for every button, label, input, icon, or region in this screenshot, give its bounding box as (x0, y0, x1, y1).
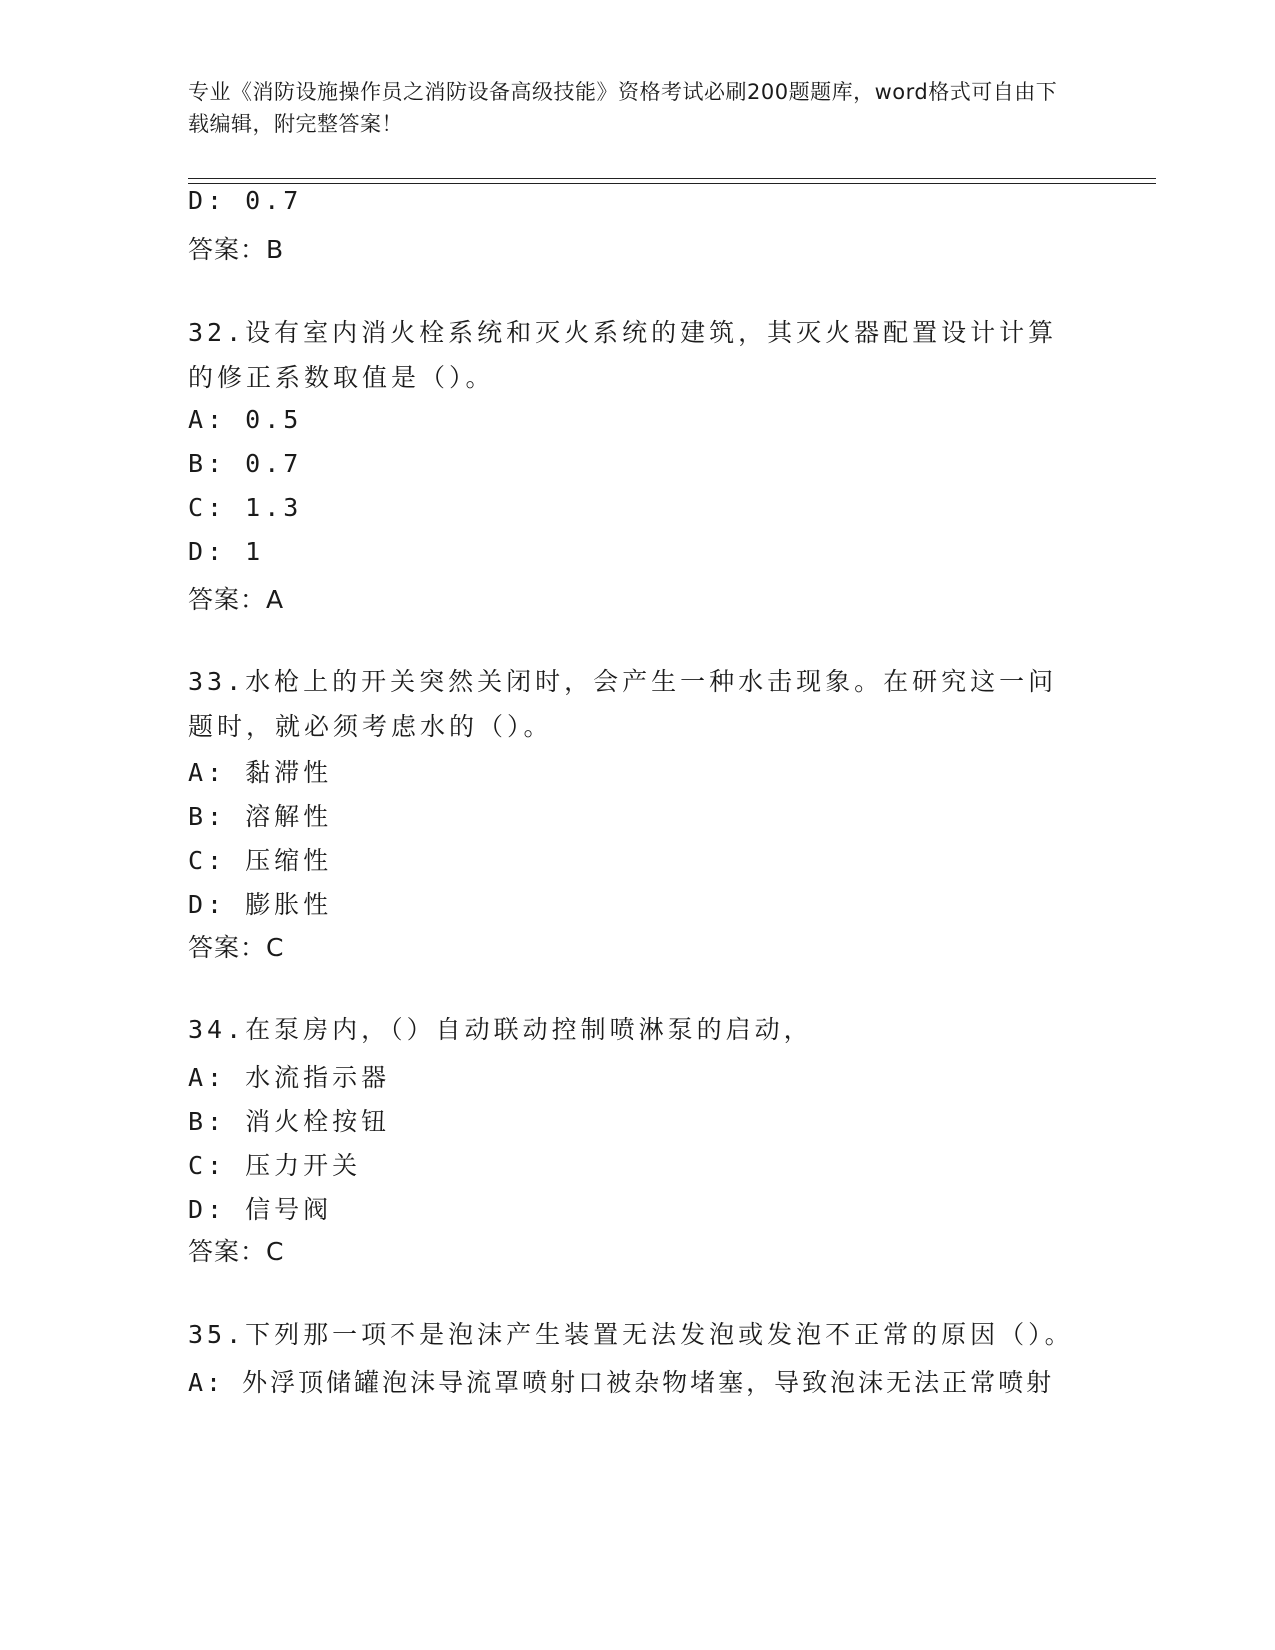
prev-option-d: D: 0.7 (188, 186, 303, 215)
question-32-answer: 答案：A (188, 585, 285, 614)
question-34-option-a: A: 水流指示器 (188, 1063, 391, 1092)
question-32-option-a: A: 0.5 (188, 405, 303, 434)
question-33-option-b: B: 溶解性 (188, 802, 333, 831)
question-34-option-d: D: 信号阀 (188, 1195, 333, 1224)
question-33-option-a: A: 黏滞性 (188, 758, 333, 787)
question-34-option-c: C: 压力开关 (188, 1151, 362, 1180)
question-32-option-d: D: 1 (188, 537, 265, 566)
question-33-option-c: C: 压缩性 (188, 846, 333, 875)
header-divider-second (188, 183, 1156, 184)
prev-answer: 答案：B (188, 235, 285, 264)
question-35-stem: 35.下列那一项不是泡沫产生装置无法发泡或发泡不正常的原因（）。 (188, 1320, 1074, 1349)
document-header: 专业《消防设施操作员之消防设备高级技能》资格考试必刷200题题库，word格式可自由下载编辑，附完整答案！ (188, 80, 1058, 136)
question-32-stem: 32.设有室内消火栓系统和灭火系统的建筑，其灭火器配置设计计算的修正系数取值是（）。 (188, 318, 1058, 392)
question-32-option-c: C: 1.3 (188, 493, 303, 522)
question-32-option-b: B: 0.7 (188, 449, 303, 478)
header-divider (188, 178, 1156, 179)
question-33-answer: 答案：C (188, 933, 285, 962)
question-34-option-b: B: 消火栓按钮 (188, 1107, 391, 1136)
question-35-option-a: A: 外浮顶储罐泡沫导流罩喷射口被杂物堵塞，导致泡沫无法正常喷射 (188, 1368, 1055, 1397)
question-34-answer: 答案：C (188, 1237, 285, 1266)
question-33-stem: 33.水枪上的开关突然关闭时，会产生一种水击现象。在研究这一问题时，就必须考虑水的（）。 (188, 667, 1058, 741)
question-34-stem: 34.在泵房内，（）自动联动控制喷淋泵的启动， (188, 1015, 813, 1044)
question-33-option-d: D: 膨胀性 (188, 890, 333, 919)
